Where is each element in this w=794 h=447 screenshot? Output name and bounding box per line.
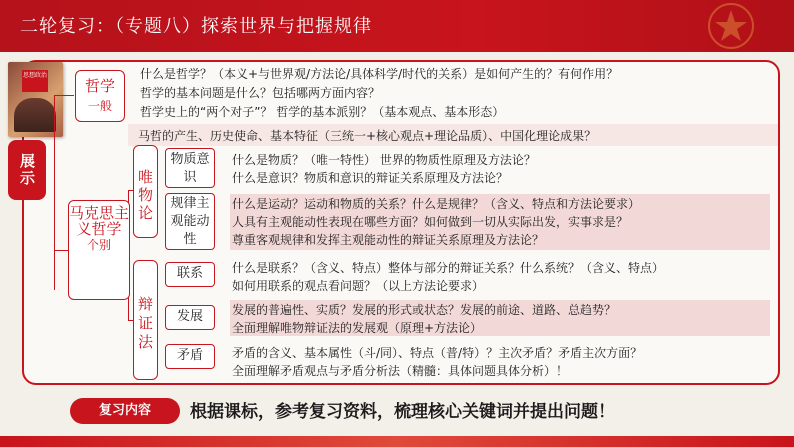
development-question: 全面理解唯物辩证法的发展观（原理+方法论）	[232, 321, 483, 335]
matter-question: 什么是意识？物质和意识的辩证关系原理及方法论？	[232, 171, 509, 185]
category-marxist-sub: 个别	[86, 238, 111, 252]
subcat-contradiction: 矛盾	[165, 344, 215, 369]
category-dialectics: 辩证法	[133, 260, 158, 380]
subcat-law-agency: 规律主观能动性	[165, 193, 215, 250]
category-philosophy-label: 哲学	[84, 77, 115, 95]
law-question: 什么是运动？运动和物质的关系？什么是规律？（含义、特点和方法论要求）	[232, 197, 641, 211]
category-philosophy	[75, 70, 125, 122]
tree-connector	[54, 95, 55, 290]
category-materialism: 唯物论	[133, 145, 158, 238]
bottom-bar	[0, 436, 794, 447]
footer-instruction: 根据课标，参考复习资料，梳理核心关键词并提出问题！	[190, 402, 615, 422]
philosophy-question: 什么是哲学？（本义+与世界观/方法论/具体科学/时代的关系）是如何产生的？有何作用？	[140, 67, 619, 81]
title-bar	[0, 0, 794, 52]
subcat-matter-consciousness: 物质意识	[165, 148, 215, 188]
law-question: 人具有主观能动性表现在哪些方面？如何做到一切从实际出发，实事求是？	[232, 215, 629, 229]
matter-question: 什么是物质？（唯一特性） 世界的物质性原理及方法论？	[232, 153, 536, 167]
subcat-connection: 联系	[165, 262, 215, 287]
category-philosophy-sub: 一般	[87, 99, 112, 113]
contradiction-question: 矛盾的含义、基本属性（斗/同）、特点（普/特）？主次矛盾？矛盾主次方面？	[232, 346, 643, 360]
emblem-icon	[696, 0, 766, 52]
philosophy-question: 哲学的基本问题是什么？包括哪两方面内容？	[140, 86, 381, 100]
tree-connector	[54, 250, 68, 251]
showcase-label: 展示	[8, 140, 46, 200]
development-question: 发展的普遍性、实质？发展的形式或状态？发展的前途、道路、总趋势？	[232, 303, 617, 317]
textbook-title: 思想政治	[22, 70, 48, 92]
page-title: 二轮复习：（专题八）探索世界与把握规律	[20, 16, 372, 37]
philosophy-question: 哲学史上的“两个对子”？ 哲学的基本派别？（基本观点、基本形态）	[140, 105, 505, 119]
connection-question: 如何用联系的观点看问题？（以上方法论要求）	[232, 279, 485, 293]
contradiction-question: 全面理解矛盾观点与矛盾分析法（精髓：具体问题具体分析）！	[232, 364, 569, 378]
review-content-badge: 复习内容	[70, 398, 180, 424]
connection-question: 什么是联系？（含义、特点）整体与部分的辩证关系？什么系统？（含义、特点）	[232, 261, 665, 275]
subcat-development: 发展	[165, 305, 215, 330]
category-marxist-label: 马克思主义哲学	[69, 204, 130, 238]
marxist-question: 马哲的产生、历史使命、基本特征（三统一+核心观点+理论品质）、中国化理论成果？	[138, 129, 597, 143]
law-question: 尊重客观规律和发挥主观能动性的辩证关系原理及方法论？	[232, 233, 545, 247]
tree-connector	[54, 95, 74, 96]
textbook-figures	[14, 98, 56, 132]
category-marxist-philosophy	[68, 200, 130, 300]
